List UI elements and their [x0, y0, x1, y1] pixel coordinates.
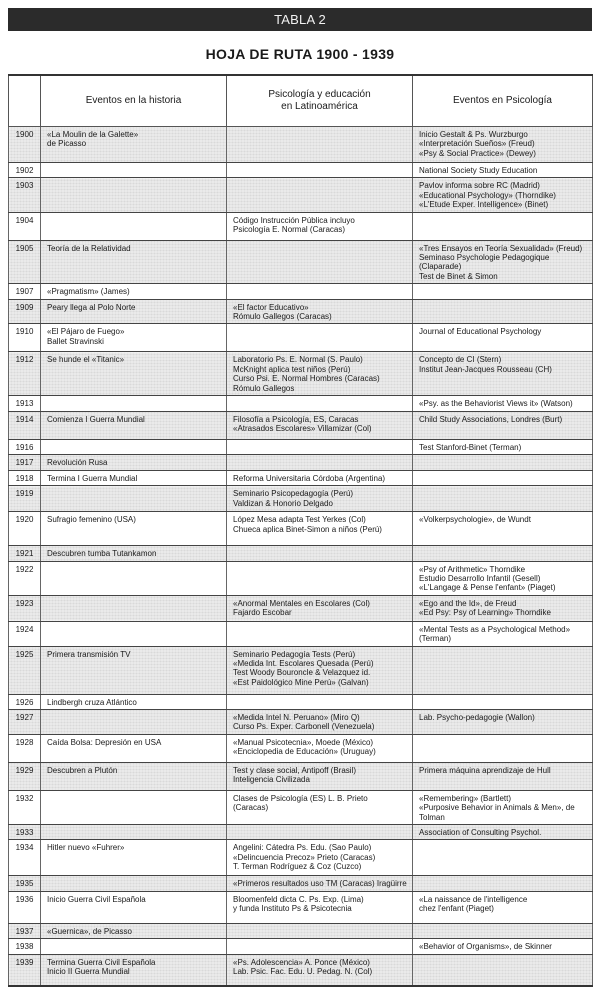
cell-history	[41, 824, 227, 839]
table-row	[9, 240, 593, 284]
cell-latam	[227, 939, 413, 954]
cell-psychology: «Ego and the Id», de Freud «Ed Psy: Psy of Learning» Thorndike	[413, 595, 593, 621]
cell-latam: Test y clase social, Antipoff (Brasil) Inteligencia Civilizada	[227, 762, 413, 790]
cell-latam	[227, 178, 413, 212]
cell-latam	[227, 546, 413, 561]
cell-history: Revolución Rusa	[41, 455, 227, 470]
cell-psychology: Association of Consulting Psychol.	[413, 824, 593, 839]
cell-latam: López Mesa adapta Test Yerkes (Col) Chueca aplica Binet-Simon a niños (Perú)	[227, 512, 413, 546]
cell-psychology: «Volkerpsychologie», de Wundt	[413, 512, 593, 546]
cell-latam	[227, 439, 413, 454]
cell-history	[41, 163, 227, 178]
cell-history: Lindbergh cruza Atlántico	[41, 694, 227, 709]
cell-year: 1937	[9, 923, 41, 938]
table-row	[9, 324, 593, 352]
cell-year: 1918	[9, 470, 41, 485]
table-banner: TABLA 2	[8, 8, 592, 31]
cell-history	[41, 790, 227, 824]
cell-latam	[227, 240, 413, 284]
cell-history: «La Moulin de la Galette» de Picasso	[41, 127, 227, 163]
cell-history	[41, 212, 227, 240]
cell-year: 1925	[9, 646, 41, 694]
cell-history	[41, 939, 227, 954]
cell-year: 1916	[9, 439, 41, 454]
cell-latam: «Medida Intel N. Peruano» (Miro Q) Curso Ps. Exper. Carbonell (Venezuela)	[227, 709, 413, 734]
cell-latam: Seminario Psicopedagogía (Perú) Valdizan & Honorio Delgado	[227, 486, 413, 512]
cell-history: Descubren tumba Tutankamon	[41, 546, 227, 561]
cell-year: 1919	[9, 486, 41, 512]
cell-psychology: Pavlov informa sobre RC (Madrid) «Educational Psychology» (Thorndike) «L'Etude Exper. Intelligence» (Binet)	[413, 178, 593, 212]
cell-history: Caída Bolsa: Depresión en USA	[41, 734, 227, 762]
cell-year: 1928	[9, 734, 41, 762]
cell-psychology	[413, 923, 593, 938]
cell-psychology	[413, 455, 593, 470]
table-row	[9, 621, 593, 646]
table-row	[9, 876, 593, 891]
cell-history: «Guernica», de Picasso	[41, 923, 227, 938]
cell-history	[41, 561, 227, 595]
table-row	[9, 595, 593, 621]
table-row	[9, 709, 593, 734]
cell-psychology	[413, 546, 593, 561]
cell-latam	[227, 455, 413, 470]
cell-psychology: Child Study Associations, Londres (Burt)	[413, 411, 593, 439]
cell-year: 1905	[9, 240, 41, 284]
cell-psychology	[413, 734, 593, 762]
cell-psychology	[413, 284, 593, 299]
table-row	[9, 352, 593, 396]
cell-history: Peary llega al Polo Norte	[41, 299, 227, 324]
cell-psychology: Test Stanford-Binet (Terman)	[413, 439, 593, 454]
cell-year: 1935	[9, 876, 41, 891]
table-row	[9, 512, 593, 546]
table-body	[9, 127, 593, 987]
cell-history: Hitler nuevo «Fuhrer»	[41, 840, 227, 876]
table-row	[9, 840, 593, 876]
cell-history: «El Pájaro de Fuego» Ballet Stravinski	[41, 324, 227, 352]
header-history: Eventos en la historia	[41, 75, 227, 127]
cell-history: «Pragmatism» (James)	[41, 284, 227, 299]
cell-year: 1910	[9, 324, 41, 352]
cell-psychology: «La naissance de l'intelligence chez l'enfant (Piaget)	[413, 891, 593, 923]
cell-year: 1900	[9, 127, 41, 163]
cell-year: 1929	[9, 762, 41, 790]
cell-year: 1922	[9, 561, 41, 595]
cell-psychology: National Society Study Education	[413, 163, 593, 178]
cell-psychology	[413, 840, 593, 876]
table-row	[9, 954, 593, 986]
cell-psychology	[413, 694, 593, 709]
cell-latam: Código Instrucción Pública incluyo Psicología E. Normal (Caracas)	[227, 212, 413, 240]
cell-history: Inicio Guerra Civil Española	[41, 891, 227, 923]
cell-latam	[227, 561, 413, 595]
cell-latam	[227, 163, 413, 178]
cell-history	[41, 876, 227, 891]
cell-year: 1903	[9, 178, 41, 212]
cell-psychology: «Behavior of Organisms», de Skinner	[413, 939, 593, 954]
cell-history: Descubren a Plutón	[41, 762, 227, 790]
cell-latam: Angelini: Cátedra Ps. Edu. (Sao Paulo) «Delincuencia Precoz» Prieto (Caracas) T. Terman Rodríguez & Coz (Cuzco)	[227, 840, 413, 876]
timeline-table	[8, 74, 593, 987]
cell-year: 1932	[9, 790, 41, 824]
cell-psychology: Journal of Educational Psychology	[413, 324, 593, 352]
cell-latam	[227, 694, 413, 709]
table-row	[9, 411, 593, 439]
cell-latam: Laboratorio Ps. E. Normal (S. Paulo) McKnight aplica test niños (Perú) Curso Psi. E. Normal Hombres (Caracas) Rómulo Gallegos	[227, 352, 413, 396]
table-row	[9, 939, 593, 954]
cell-year: 1938	[9, 939, 41, 954]
table-row	[9, 790, 593, 824]
table-row	[9, 396, 593, 411]
cell-year: 1921	[9, 546, 41, 561]
table-row	[9, 299, 593, 324]
cell-latam	[227, 127, 413, 163]
header-psychology: Eventos en Psicología	[413, 75, 593, 127]
cell-latam: Bloomenfeld dicta C. Ps. Exp. (Lima) y funda Instituto Ps & Psicotecnia	[227, 891, 413, 923]
cell-psychology: Inicio Gestalt & Ps. Wurzburgo «Interpretación Sueños» (Freud) «Psy & Social Practice» (Dewey)	[413, 127, 593, 163]
table-row	[9, 127, 593, 163]
cell-psychology	[413, 954, 593, 986]
cell-latam: «Primeros resultados uso TM (Caracas) Iragüirre	[227, 876, 413, 891]
cell-latam	[227, 396, 413, 411]
cell-history	[41, 621, 227, 646]
cell-year: 1924	[9, 621, 41, 646]
table-row	[9, 178, 593, 212]
cell-history: Se hunde el «Titanic»	[41, 352, 227, 396]
table-row	[9, 455, 593, 470]
cell-latam	[227, 324, 413, 352]
header-year	[9, 75, 41, 127]
cell-psychology: Concepto de CI (Stern) Institut Jean-Jacques Rousseau (CH)	[413, 352, 593, 396]
table-row	[9, 646, 593, 694]
table-row	[9, 546, 593, 561]
table-row	[9, 824, 593, 839]
table-row	[9, 891, 593, 923]
cell-year: 1926	[9, 694, 41, 709]
header-row	[9, 75, 593, 127]
cell-history	[41, 486, 227, 512]
cell-year: 1920	[9, 512, 41, 546]
cell-latam	[227, 621, 413, 646]
table-row	[9, 163, 593, 178]
cell-latam	[227, 923, 413, 938]
table-row	[9, 694, 593, 709]
cell-history: Sufragio femenino (USA)	[41, 512, 227, 546]
cell-latam	[227, 824, 413, 839]
cell-psychology: Lab. Psycho-pedagogie (Wallon)	[413, 709, 593, 734]
cell-year: 1934	[9, 840, 41, 876]
cell-history: Termina Guerra Civil Española Inicio II Guerra Mundial	[41, 954, 227, 986]
cell-year: 1917	[9, 455, 41, 470]
table-row	[9, 734, 593, 762]
cell-history: Comienza I Guerra Mundial	[41, 411, 227, 439]
cell-history	[41, 396, 227, 411]
cell-latam: Reforma Universitaria Córdoba (Argentina)	[227, 470, 413, 485]
page-title: HOJA DE RUTA 1900 - 1939	[205, 46, 395, 62]
cell-year: 1933	[9, 824, 41, 839]
cell-latam: Filosofía a Psicología, ES, Caracas «Atrasados Escolares» Villamizar (Col)	[227, 411, 413, 439]
table-row	[9, 561, 593, 595]
cell-history: Termina I Guerra Mundial	[41, 470, 227, 485]
cell-year: 1927	[9, 709, 41, 734]
cell-latam: «El factor Educativo» Rómulo Gallegos (Caracas)	[227, 299, 413, 324]
cell-year: 1914	[9, 411, 41, 439]
table-row	[9, 439, 593, 454]
cell-history: Primera transmisión TV	[41, 646, 227, 694]
cell-latam: «Ps. Adolescencia» A. Ponce (México) Lab. Psic. Fac. Edu. U. Pedag. N. (Col)	[227, 954, 413, 986]
cell-history	[41, 595, 227, 621]
table-row	[9, 486, 593, 512]
cell-psychology	[413, 486, 593, 512]
table-row	[9, 212, 593, 240]
cell-latam	[227, 284, 413, 299]
cell-year: 1902	[9, 163, 41, 178]
cell-psychology: «Tres Ensayos en Teoría Sexualidad» (Freud) Seminaso Psychologie Pedagogique (Claparade) Test de Binet & Simon	[413, 240, 593, 284]
cell-history: Teoría de la Relatividad	[41, 240, 227, 284]
cell-history	[41, 178, 227, 212]
table-row	[9, 284, 593, 299]
cell-history	[41, 439, 227, 454]
cell-latam: «Anormal Mentales en Escolares (Col) Fajardo Escobar	[227, 595, 413, 621]
table-row	[9, 762, 593, 790]
cell-psychology	[413, 876, 593, 891]
cell-year: 1907	[9, 284, 41, 299]
cell-year: 1936	[9, 891, 41, 923]
cell-history	[41, 709, 227, 734]
cell-year: 1913	[9, 396, 41, 411]
cell-latam: Clases de Psicología (ES) L. B. Prieto (Caracas)	[227, 790, 413, 824]
cell-year: 1909	[9, 299, 41, 324]
cell-psychology: «Psy. as the Behaviorist Views it» (Watson)	[413, 396, 593, 411]
cell-psychology: Primera máquina aprendizaje de Hull	[413, 762, 593, 790]
cell-psychology: «Mental Tests as a Psychological Method» (Terman)	[413, 621, 593, 646]
cell-year: 1912	[9, 352, 41, 396]
cell-latam: Seminario Pedagogía Tests (Perú) «Medida Int. Escolares Quesada (Perú) Test Woody Bouroncle & Velazquez id. «Est Paidológico Mine Perú» (Galvan)	[227, 646, 413, 694]
cell-psychology: «Remembering» (Bartlett) «Purposive Behavior in Animals & Men», de Tolman	[413, 790, 593, 824]
cell-psychology: «Psy of Arithmetic» Thorndike Estudio Desarrollo Infantil (Gesell) «L'Langage & Pense l'enfant» (Piaget)	[413, 561, 593, 595]
cell-latam: «Manual Psicotecnia», Moede (México) «Enciclopedia de Educación» (Uruguay)	[227, 734, 413, 762]
cell-psychology	[413, 212, 593, 240]
cell-year: 1939	[9, 954, 41, 986]
cell-psychology	[413, 299, 593, 324]
table-row	[9, 470, 593, 485]
cell-psychology	[413, 470, 593, 485]
header-latam: Psicología y educación en Latinoamérica	[227, 75, 413, 127]
cell-year: 1904	[9, 212, 41, 240]
table-row	[9, 923, 593, 938]
cell-psychology	[413, 646, 593, 694]
cell-year: 1923	[9, 595, 41, 621]
